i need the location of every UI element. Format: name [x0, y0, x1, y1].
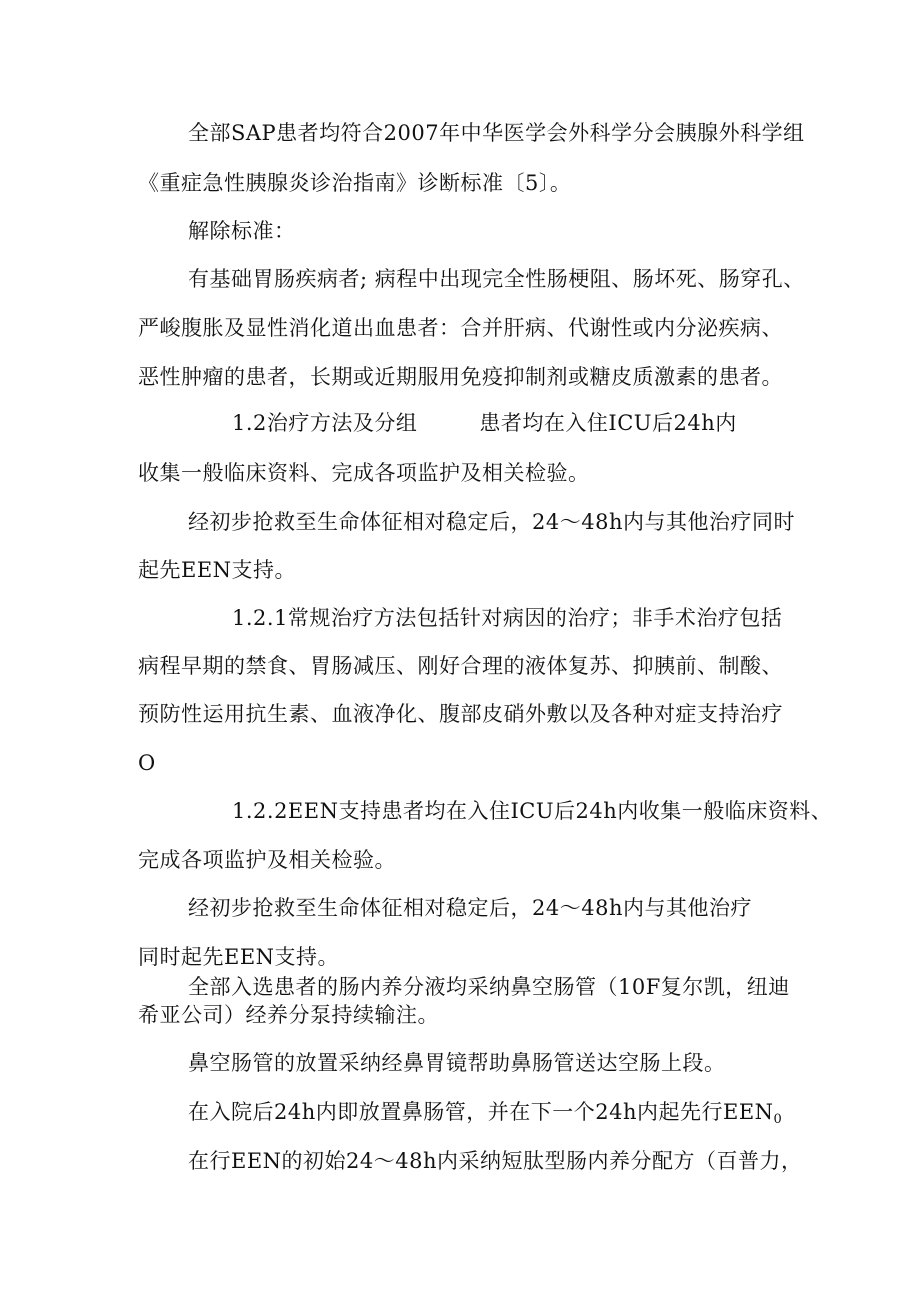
section-heading-1-2: 1.2治疗方法及分组 — [232, 411, 418, 435]
paragraph-line: 有基础胃肠疾病者; 病程中出现完全性肠梗阻、肠坏死、肠穿孔、 — [188, 267, 805, 291]
paragraph-line: O — [138, 751, 156, 775]
paragraph-line: 全部SAP患者均符合2007年中华医学会外科学分会胰腺外科学组 — [188, 121, 805, 145]
een-subscript: 0 — [773, 1112, 783, 1127]
paragraph-line: 严峻腹胀及显性消化道出血患者：合并肝病、代谢性或内分泌疾病、 — [138, 316, 783, 340]
section-label-exclusion: 解除标准： — [188, 219, 296, 243]
paragraph-line: 病程早期的禁食、胃肠减压、刚好合理的液体复苏、抑胰前、制酸、 — [138, 654, 783, 678]
paragraph-line: 恶性肿瘤的患者，长期或近期服用免疫抑制剂或糖皮质激素的患者。 — [138, 365, 783, 389]
paragraph-line: 希亚公司）经养分泵持续输注。 — [138, 1003, 439, 1027]
paragraph-line: 收集一般临床资料、完成各项监护及相关检验。 — [138, 461, 590, 485]
paragraph-line: 经初步抢救至生命体征相对稳定后，24～48h内与其他治疗 — [188, 896, 752, 920]
paragraph-line: 同时起先EEN支持。 — [138, 945, 340, 969]
paragraph-line: 在行EEN的初始24～48h内采纳短肽型肠内养分配方（百普力， — [188, 1149, 803, 1173]
paragraph-line: 起先EEN支持。 — [138, 558, 297, 582]
section-heading-line — [232, 408, 737, 438]
section-heading-text: 患者均在入住ICU后24h内 — [479, 411, 737, 435]
paragraph-line: 全部入选患者的肠内养分液均采纳鼻空肠管（10F复尔凯，纽迪 — [188, 975, 790, 999]
paragraph-line: 经初步抢救至生命体征相对稳定后，24～48h内与其他治疗同时 — [188, 510, 795, 534]
paragraph-line: 预防性运用抗生素、血液净化、腹部皮硝外敷以及各种对症支持治疗 — [138, 702, 783, 726]
een-line-text: 在入院后24h内即放置鼻肠管，并在下一个24h内起先行EEN — [188, 1100, 774, 1124]
paragraph-line: 鼻空肠管的放置采纳经鼻胃镜帮助鼻肠管送达空肠上段。 — [188, 1051, 726, 1075]
paragraph-line: 《重症急性胰腺炎诊治指南》诊断标准〔5〕。 — [138, 171, 572, 195]
paragraph-line — [188, 1097, 782, 1135]
subsection-line-1-2-1: 1.2.1常规治疗方法包括针对病因的治疗；非手术治疗包括 — [232, 606, 783, 630]
paragraph-line: 完成各项监护及相关检验。 — [138, 848, 396, 872]
subsection-line-1-2-2: 1.2.2EEN支持患者均在入住ICU后24h内收集一般临床资料、 — [232, 799, 833, 823]
